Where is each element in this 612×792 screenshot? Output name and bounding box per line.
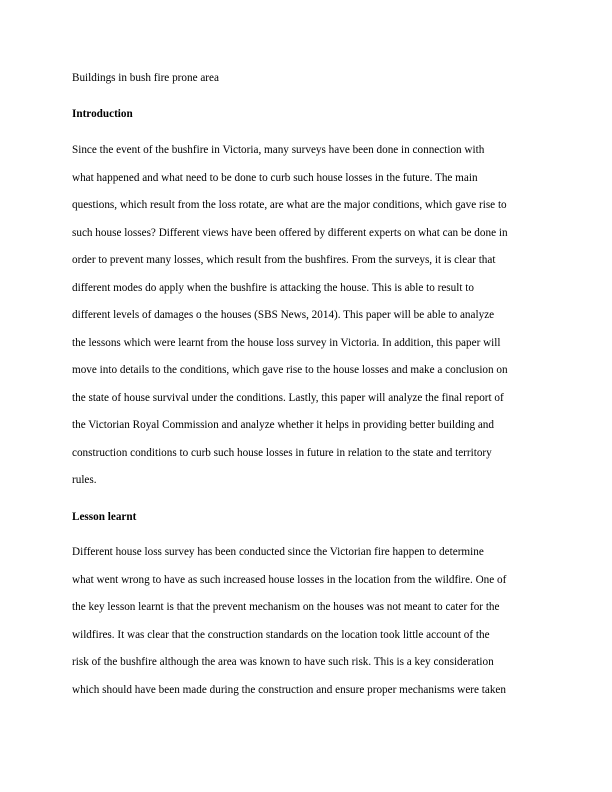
paragraph-line: Since the event of the bushfire in Victoria, many surveys have been done in connection with bbox=[72, 144, 485, 156]
paragraph-line: different modes do apply when the bushfire is attacking the house. This is able to result to bbox=[72, 281, 474, 294]
paragraph-line: Different house loss survey has been conducted since the Victorian fire happen to determine bbox=[72, 546, 484, 558]
paragraph-line: order to prevent many losses, which result from the bushfires. From the surveys, it is clear that bbox=[72, 254, 496, 266]
document-title: Buildings in bush fire prone area bbox=[72, 72, 219, 84]
paragraph-line: the Victorian Royal Commission and analyze whether it helps in providing better building and bbox=[72, 419, 494, 431]
section-heading-lesson-learnt: Lesson learnt bbox=[72, 511, 137, 523]
introduction-paragraph bbox=[72, 137, 544, 495]
paragraph-line: wildfires. It was clear that the construction standards on the location took little account of the bbox=[72, 628, 490, 641]
paragraph-line: which should have been made during the construction and ensure proper mechanisms were taken bbox=[72, 683, 506, 696]
paragraph-line: construction conditions to curb such house losses in future in relation to the state and territory bbox=[72, 446, 492, 459]
paragraph-line: the lessons which were learnt from the house loss survey in Victoria. In addition, this paper will bbox=[72, 336, 501, 349]
paragraph-line: what went wrong to have as such increased house losses in the location from the wildfire. One of bbox=[72, 573, 507, 586]
lesson-learnt-paragraph bbox=[72, 539, 544, 704]
section-heading-introduction: Introduction bbox=[72, 108, 133, 120]
paragraph-line: questions, which result from the loss rotate, are what are the major conditions, which gave rise to bbox=[72, 199, 507, 211]
paragraph-line: rules. bbox=[72, 474, 97, 486]
paragraph-line: the key lesson learnt is that the prevent mechanism on the houses was not meant to cater for the bbox=[72, 601, 500, 613]
paragraph-line: different levels of damages o the houses (SBS News, 2014). This paper will be able to analyze bbox=[72, 309, 495, 321]
paragraph-line: move into details to the conditions, which gave rise to the house losses and make a conclusion on bbox=[72, 364, 508, 376]
paragraph-line: the state of house survival under the conditions. Lastly, this paper will analyze the final report of bbox=[72, 391, 504, 404]
paragraph-line: what happened and what need to be done to curb such house losses in the future. The main bbox=[72, 171, 478, 184]
paragraph-line: risk of the bushfire although the area was known to have such risk. This is a key consideration bbox=[72, 656, 494, 668]
paragraph-line: such house losses? Different views have been offered by different experts on what can be done in bbox=[72, 226, 508, 239]
